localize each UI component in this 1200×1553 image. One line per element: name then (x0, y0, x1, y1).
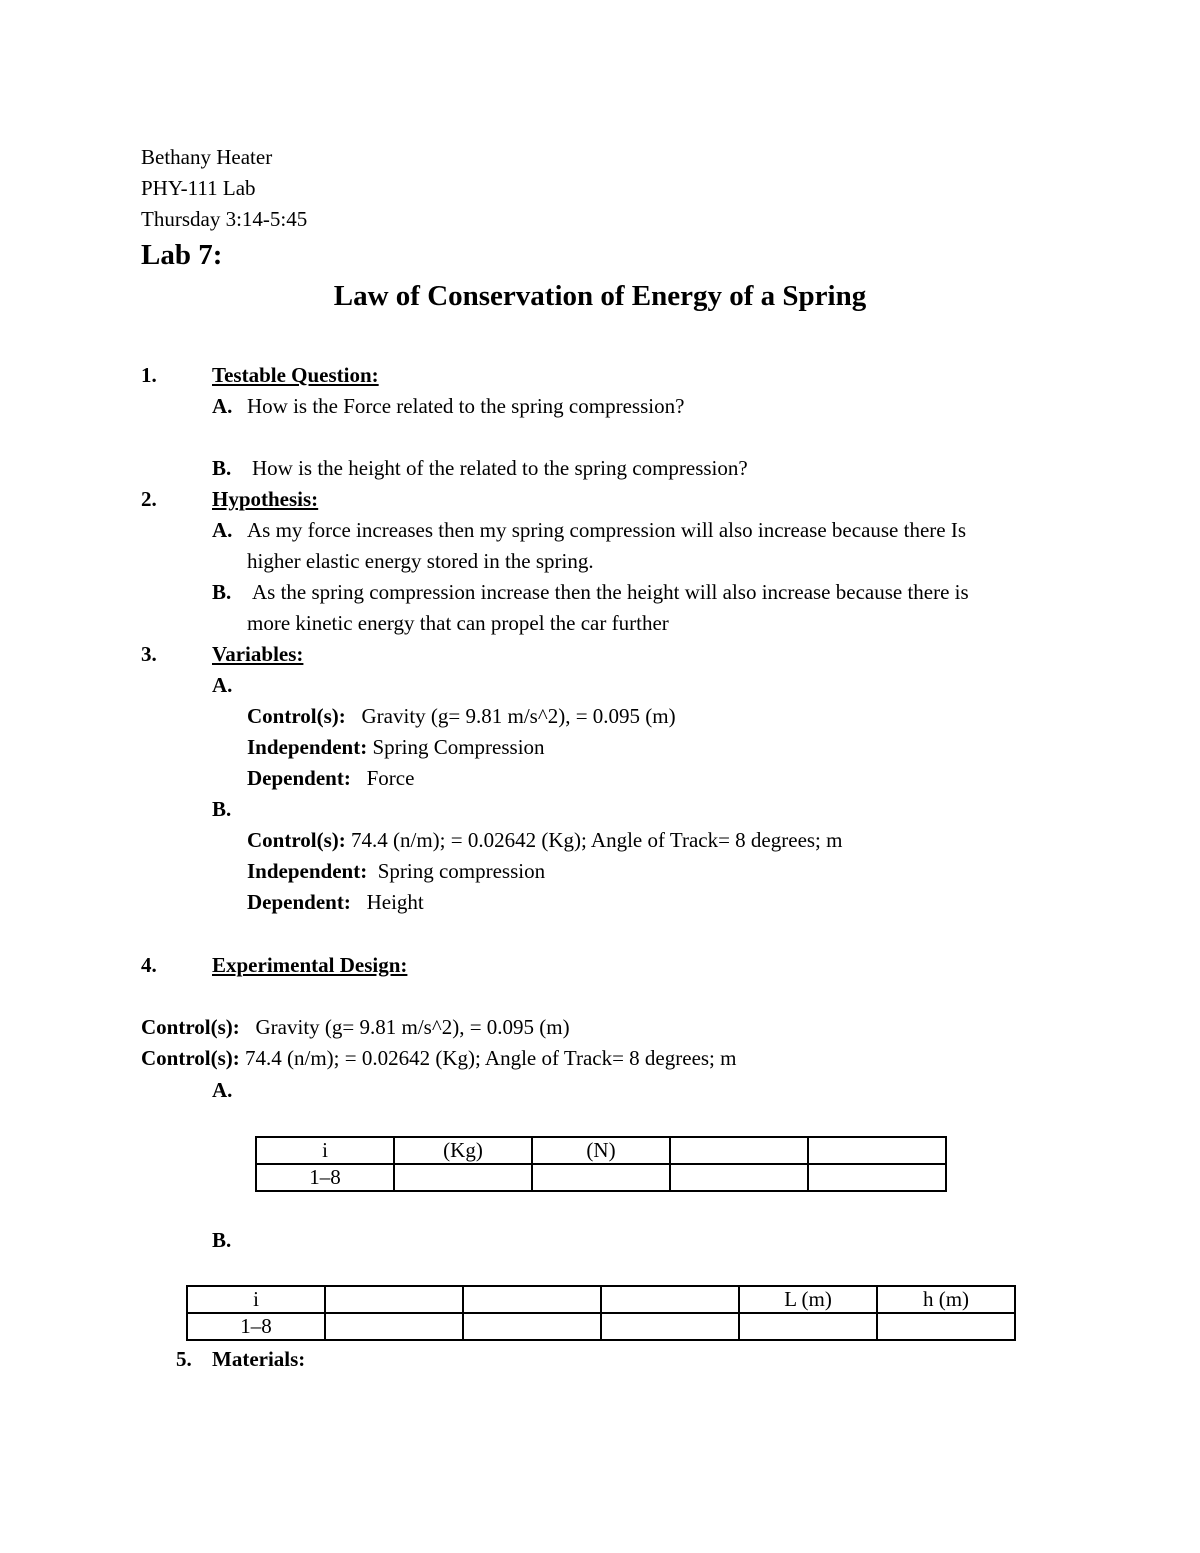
section-3-number: 3. (141, 642, 157, 666)
table-cell (808, 1164, 946, 1191)
question-b-text: How is the height of the related to the spring compression? (252, 456, 748, 480)
hypothesis-a-label: A. (212, 518, 233, 542)
author-name: Bethany Heater (141, 145, 273, 169)
section-5-number: 5. (176, 1347, 192, 1371)
section-4-heading: Experimental Design: (212, 953, 408, 977)
table-cell (739, 1313, 877, 1340)
table-cell: i (187, 1286, 325, 1313)
table-cell (325, 1313, 463, 1340)
variables-b-independent (247, 858, 545, 884)
table-header-row (187, 1286, 1015, 1313)
course-name: PHY-111 Lab (141, 176, 256, 200)
design-a-label: A. (212, 1078, 233, 1102)
dependent-value: Height (366, 890, 424, 914)
table-cell: 1–8 (187, 1313, 325, 1340)
independent-label: Independent: (247, 859, 368, 883)
table-cell (463, 1313, 601, 1340)
table-cell: i (256, 1137, 394, 1164)
table-cell (601, 1286, 739, 1313)
dependent-value: Force (366, 766, 415, 790)
question-a-label: A. (212, 394, 233, 418)
design-b-label: B. (212, 1228, 232, 1252)
section-2-heading: Hypothesis: (212, 487, 319, 511)
control-value: Gravity (g= 9.81 m/s^2), = 0.095 (m) (255, 1015, 570, 1039)
table-cell (808, 1137, 946, 1164)
hypothesis-b-label: B. (212, 580, 232, 604)
table-cell: h (m) (877, 1286, 1015, 1313)
question-b-label: B. (212, 456, 232, 480)
question-a-text: How is the Force related to the spring compression? (247, 394, 685, 418)
hypothesis-a-line-2: higher elastic energy stored in the spring. (247, 549, 594, 573)
control-label: Control(s): (141, 1015, 240, 1039)
section-1-number: 1. (141, 363, 157, 387)
variables-b-label: B. (212, 797, 232, 821)
hypothesis-b-line-2: more kinetic energy that can propel the car further (247, 611, 669, 635)
hypothesis-b-line-1: As the spring compression increase then the height will also increase because there is (252, 580, 969, 604)
table-row (256, 1164, 946, 1191)
control-value: 74.4 (n/m); = 0.02642 (Kg); Angle of Track= 8 degrees; m (351, 828, 843, 852)
table-cell (325, 1286, 463, 1313)
table-header-row (256, 1137, 946, 1164)
variables-b-control (247, 827, 842, 853)
table-cell: (N) (532, 1137, 670, 1164)
data-table-a (255, 1136, 947, 1192)
section-3-heading: Variables: (212, 642, 304, 666)
variables-a-control (247, 703, 676, 729)
hypothesis-a-line-1: As my force increases then my spring compression will also increase because there Is (247, 518, 967, 542)
table-cell (532, 1164, 670, 1191)
control-value: 74.4 (n/m); = 0.02642 (Kg); Angle of Track= 8 degrees; m (245, 1046, 737, 1070)
independent-value: Spring Compression (372, 735, 545, 759)
table-cell (394, 1164, 532, 1191)
independent-value: Spring compression (377, 859, 546, 883)
section-1-heading: Testable Question: (212, 363, 379, 387)
control-label: Control(s): (247, 704, 346, 728)
table-cell (877, 1313, 1015, 1340)
variables-a-label: A. (212, 673, 233, 697)
control-value: Gravity (g= 9.81 m/s^2), = 0.095 (m) (361, 704, 676, 728)
design-control-2 (141, 1045, 736, 1071)
table-row (187, 1313, 1015, 1340)
table-cell (670, 1164, 808, 1191)
table-cell: L (m) (739, 1286, 877, 1313)
lab-number: Lab 7: (141, 239, 223, 271)
design-control-1 (141, 1014, 570, 1040)
variables-a-independent (247, 734, 545, 760)
document-title: Law of Conservation of Energy of a Spring (333, 280, 867, 312)
table-cell (463, 1286, 601, 1313)
dependent-label: Dependent: (247, 766, 351, 790)
section-4-number: 4. (141, 953, 157, 977)
section-2-number: 2. (141, 487, 157, 511)
variables-b-dependent (247, 889, 424, 915)
table-cell: 1–8 (256, 1164, 394, 1191)
data-table-b (186, 1285, 1016, 1341)
independent-label: Independent: (247, 735, 368, 759)
table-cell (601, 1313, 739, 1340)
control-label: Control(s): (141, 1046, 240, 1070)
class-time: Thursday 3:14-5:45 (141, 207, 308, 231)
table-cell (670, 1137, 808, 1164)
dependent-label: Dependent: (247, 890, 351, 914)
control-label: Control(s): (247, 828, 346, 852)
variables-a-dependent (247, 765, 414, 791)
table-cell: (Kg) (394, 1137, 532, 1164)
section-5-heading: Materials: (212, 1347, 306, 1371)
